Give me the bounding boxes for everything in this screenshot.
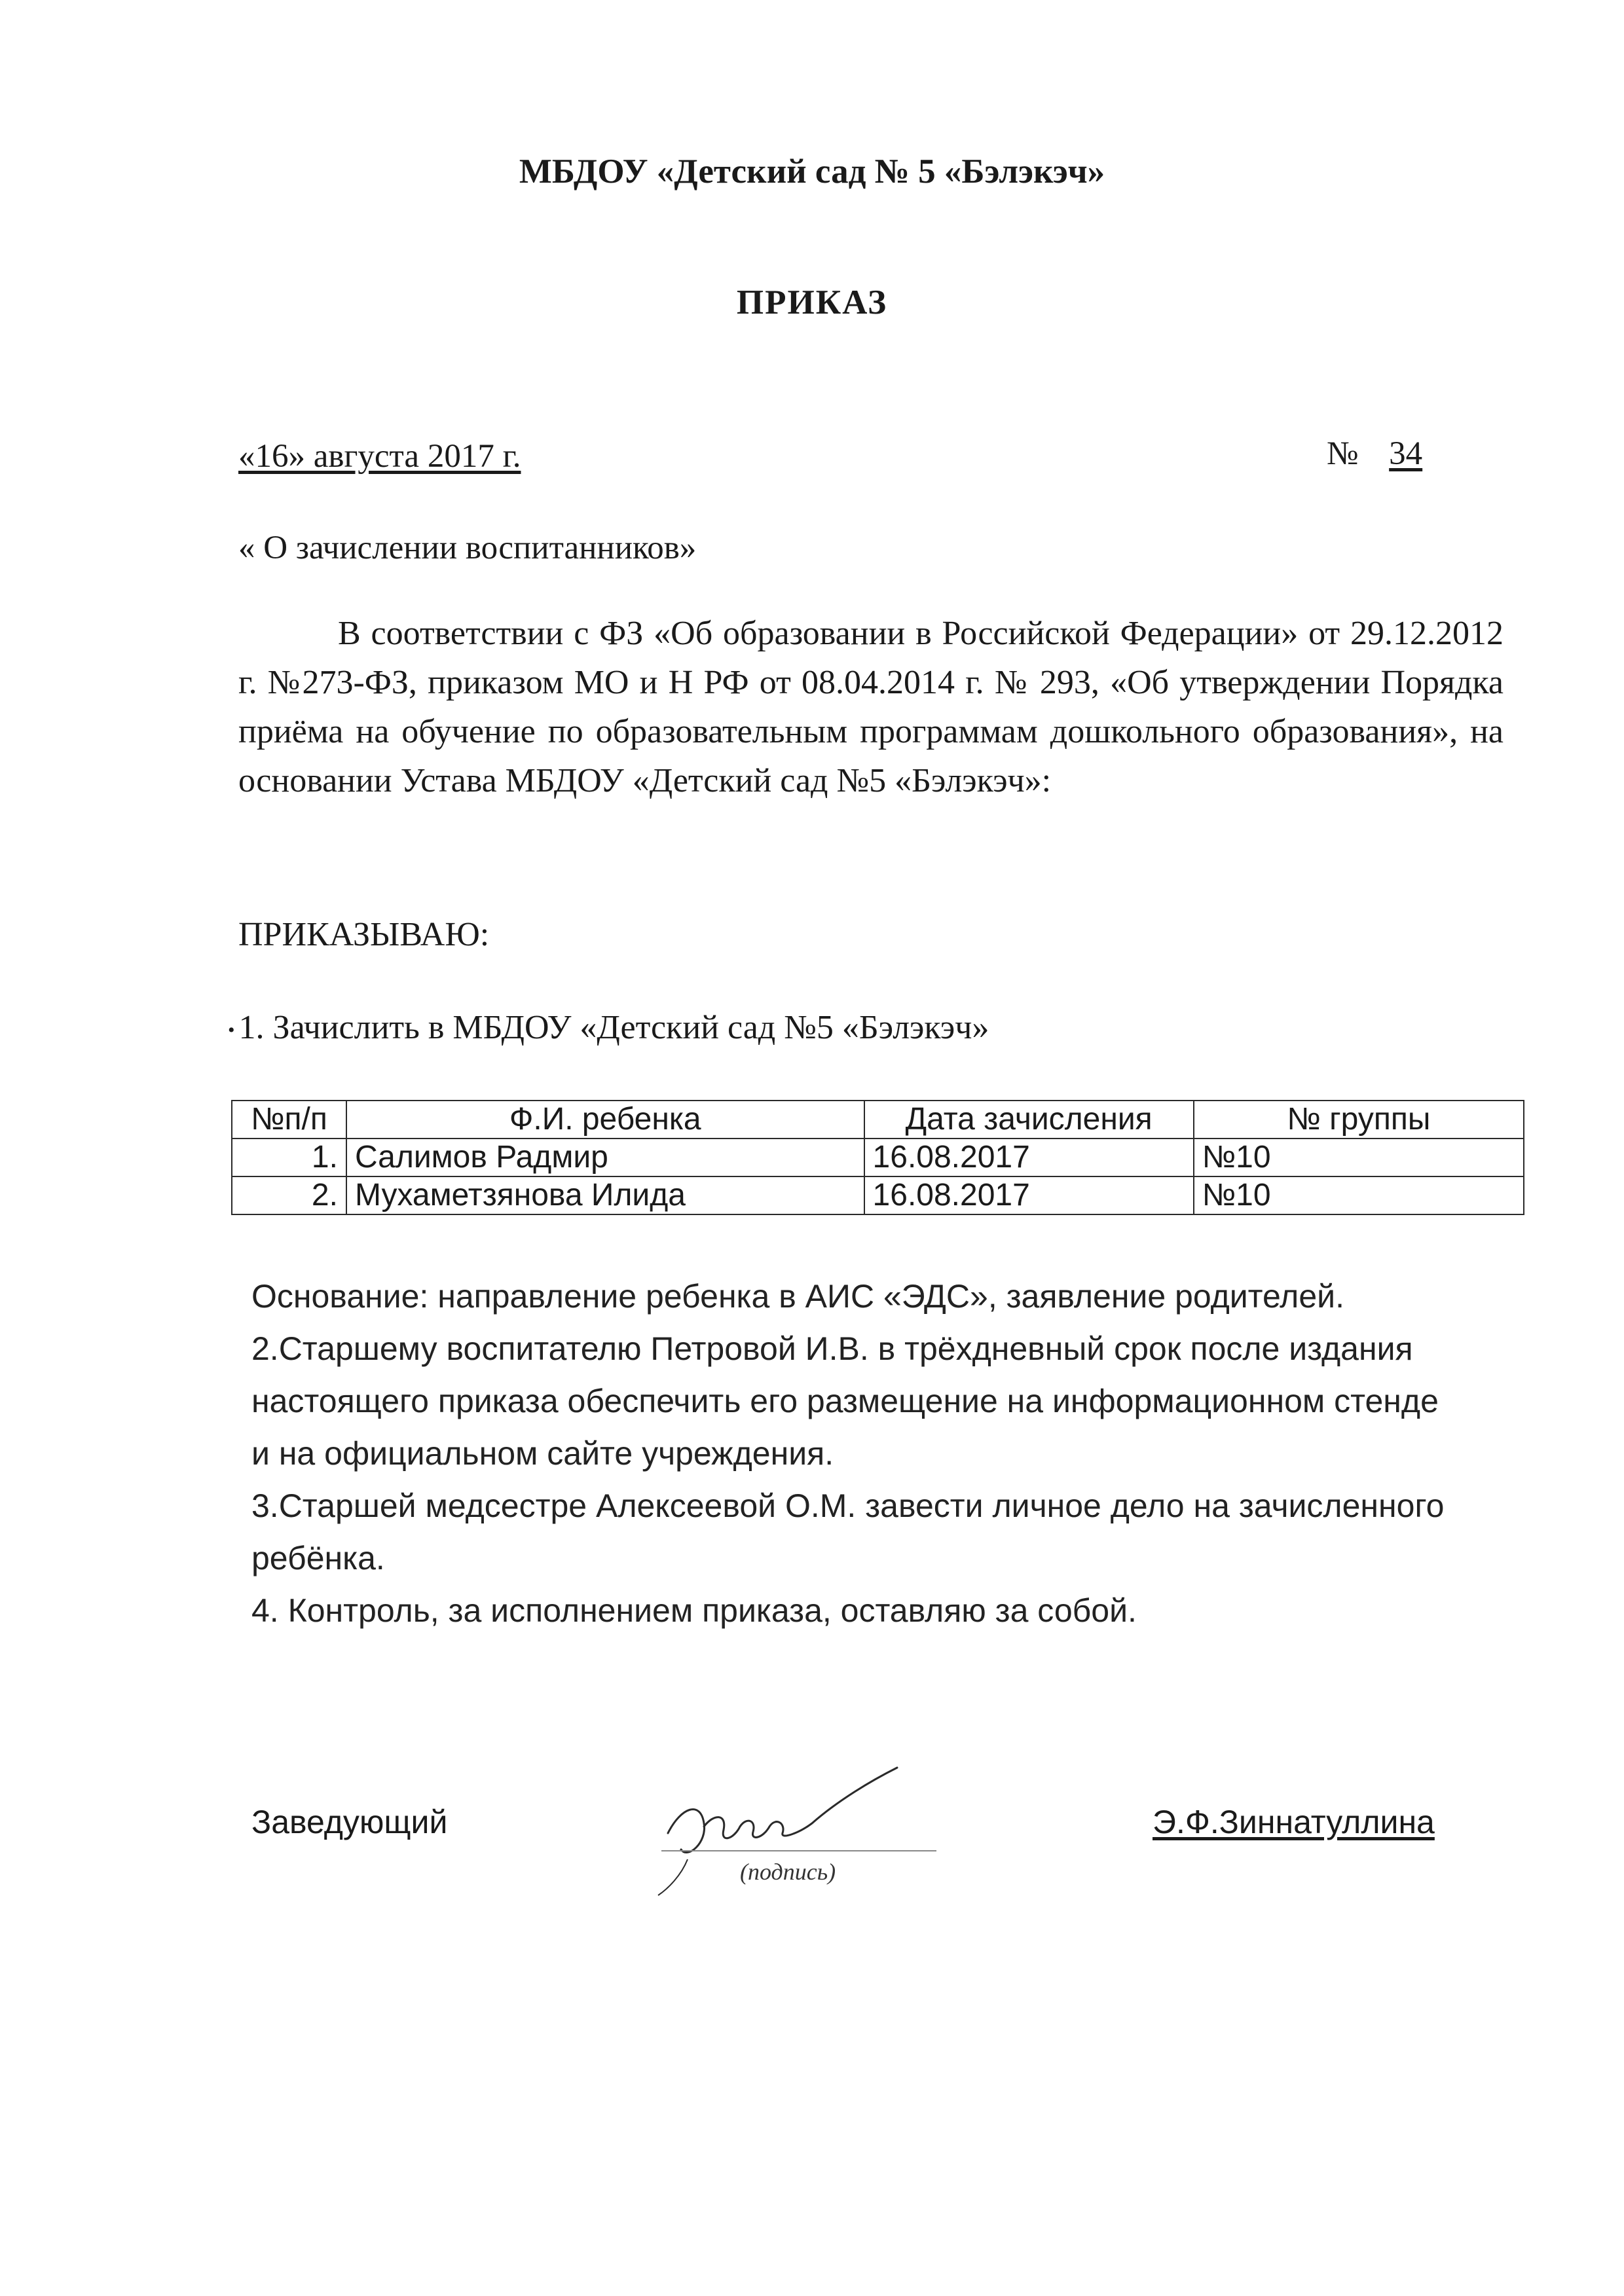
table-header-row bbox=[232, 1101, 1524, 1139]
preamble-paragraph: В соответствии с ФЗ «Об образовании в Российской Федерации» от 29.12.2012 г. №273-ФЗ, приказом МО и Н РФ от 08.04.2014 г. № 293, «Об утверждении Порядка приёма на обучение по образовательным программам дошкольного образования», на основании Устава МБДОУ «Детский сад №5 «Бэлэкэч»: bbox=[238, 615, 1504, 799]
header-number: №п/п bbox=[232, 1101, 346, 1139]
enroll-date: 16.08.2017 bbox=[864, 1176, 1194, 1214]
header-name: Ф.И. ребенка bbox=[346, 1101, 864, 1139]
enrollment-table bbox=[231, 1100, 1524, 1215]
row-number: 2. bbox=[232, 1176, 346, 1214]
body-line: 4. Контроль, за исполнением приказа, оставляю за собой. bbox=[251, 1592, 1137, 1629]
body-line: 2.Старшему воспитателю Петровой И.В. в трёхдневный срок после издания bbox=[251, 1330, 1413, 1367]
body-line: ребёнка. bbox=[251, 1540, 385, 1576]
item-1-text: 1. Зачислить в МБДОУ «Детский сад №5 «Бэлэкэч» bbox=[238, 1009, 989, 1046]
order-body bbox=[251, 1270, 1444, 1637]
group-number: №10 bbox=[1194, 1176, 1524, 1214]
order-subject: « О зачислении воспитанников» bbox=[238, 530, 697, 566]
document-type-heading: ПРИКАЗ bbox=[736, 283, 888, 321]
body-line: настоящего приказа обеспечить его размещение на информационном стенде bbox=[251, 1383, 1439, 1419]
table-row bbox=[232, 1176, 1524, 1214]
body-line: и на официальном сайте учреждения. bbox=[251, 1435, 834, 1472]
body-line: 3.Старшей медсестре Алексеевой О.М. завести личное дело на зачисленного bbox=[251, 1487, 1445, 1524]
signatory-title: Заведующий bbox=[251, 1804, 448, 1840]
order-number-value: 34 bbox=[1389, 435, 1423, 472]
order-number bbox=[1327, 435, 1445, 473]
row-number: 1. bbox=[232, 1139, 346, 1176]
item-1 bbox=[228, 1008, 989, 1047]
organization-title: МБДОУ «Детский сад № 5 «Бэлэкэч» bbox=[519, 153, 1105, 191]
header-group: № группы bbox=[1194, 1101, 1524, 1139]
body-line: Основание: направление ребенка в АИС «ЭДС», заявление родителей. bbox=[251, 1278, 1344, 1315]
order-directive: ПРИКАЗЫВАЮ: bbox=[238, 916, 490, 953]
enroll-date: 16.08.2017 bbox=[864, 1139, 1194, 1176]
signature-line bbox=[661, 1850, 936, 1851]
group-number: №10 bbox=[1194, 1139, 1524, 1176]
dot-mark: • bbox=[228, 1019, 235, 1042]
order-number-label: № bbox=[1327, 435, 1359, 472]
child-name: Салимов Радмир bbox=[346, 1139, 864, 1176]
signature-caption: (подпись) bbox=[740, 1859, 836, 1885]
header-date: Дата зачисления bbox=[864, 1101, 1194, 1139]
table-row bbox=[232, 1139, 1524, 1176]
order-date: «16» августа 2017 г. bbox=[238, 438, 521, 475]
signatory-name: Э.Ф.Зиннатуллина bbox=[1153, 1804, 1435, 1840]
child-name: Мухаметзянова Илида bbox=[346, 1176, 864, 1214]
